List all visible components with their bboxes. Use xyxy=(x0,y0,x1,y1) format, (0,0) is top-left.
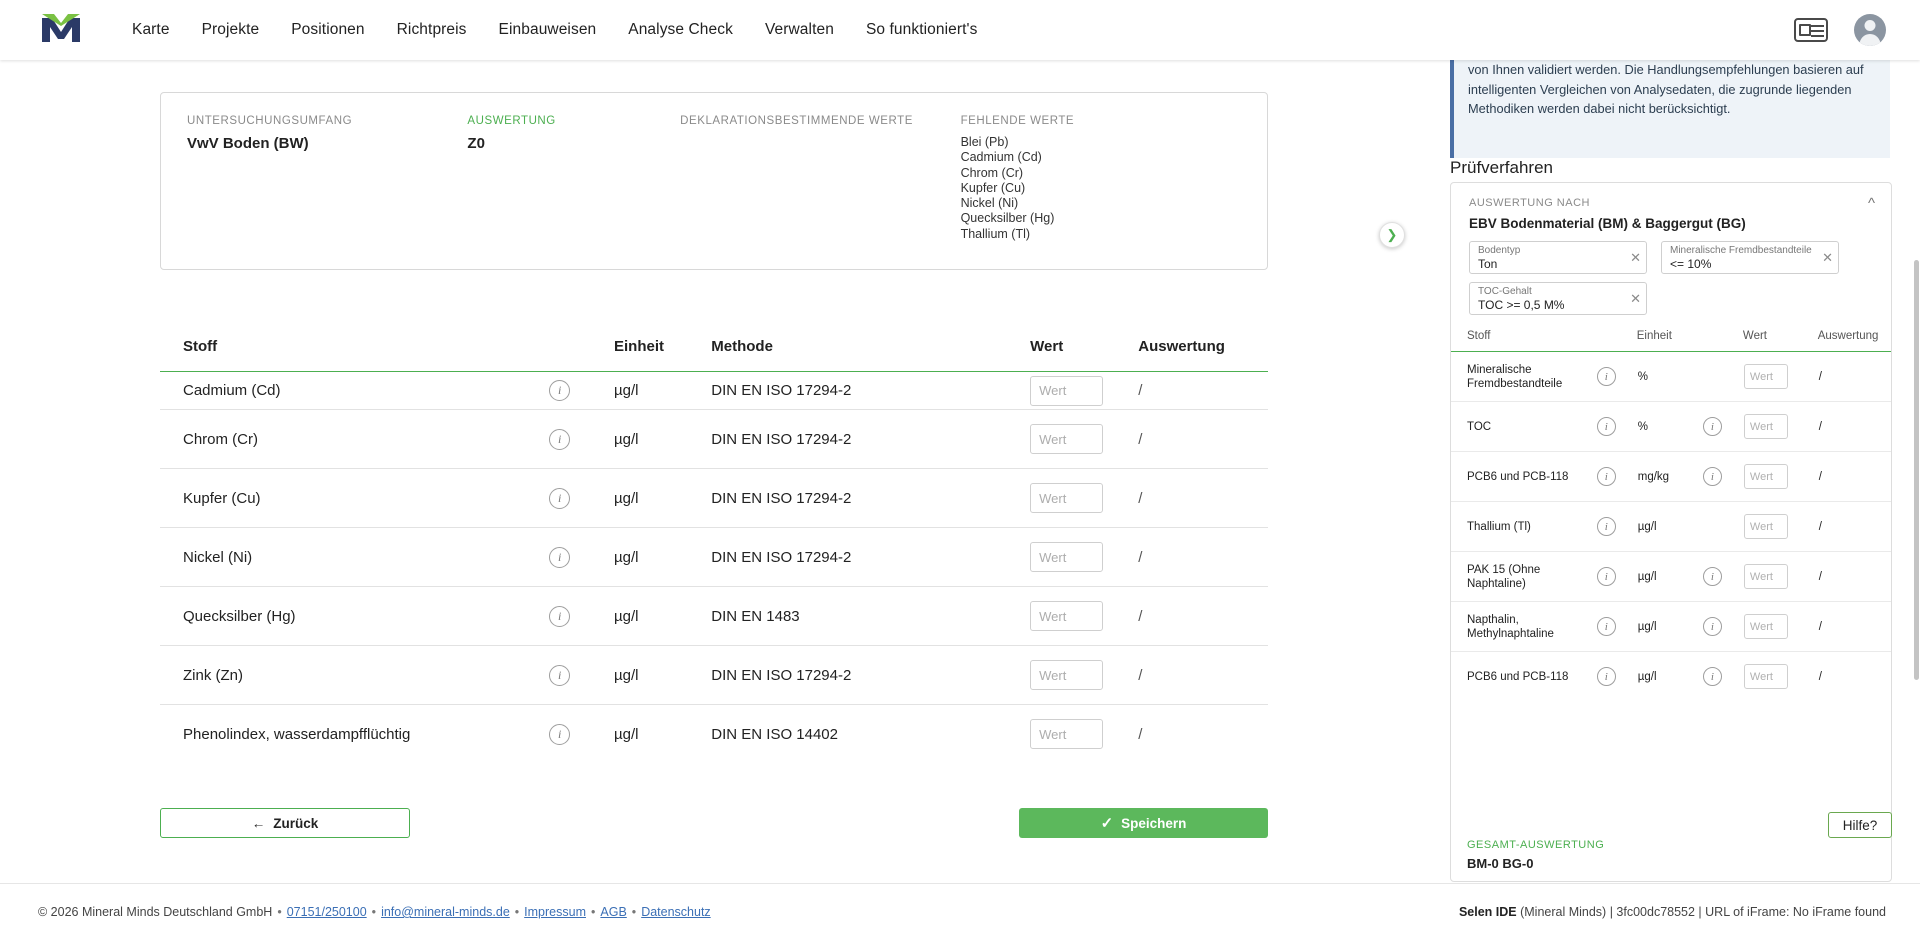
cell-stoff: Zink (Zn) xyxy=(183,666,243,684)
analysis-table-wrapper xyxy=(160,338,1268,764)
summary-col-untersuchungsumfang xyxy=(187,115,467,242)
nav-right-actions xyxy=(1794,14,1886,46)
footer-phone-link[interactable]: 07151/250100 xyxy=(286,905,367,919)
save-button[interactable] xyxy=(1019,808,1268,838)
filter-chips xyxy=(1451,231,1891,323)
cell-einheit: µg/l xyxy=(613,489,639,507)
cell-auswertung xyxy=(1138,410,1268,469)
cell-info xyxy=(1596,402,1637,452)
cell-auswertung: / xyxy=(1818,520,1822,533)
chevron-right-icon: ❯ xyxy=(1386,227,1398,242)
wert-input[interactable] xyxy=(1744,614,1788,639)
help-button[interactable]: Hilfe? xyxy=(1828,812,1892,838)
fehlender-wert: Thallium (Tl) xyxy=(960,226,1031,241)
cell-einheit: µg/l xyxy=(613,382,639,399)
cell-wert xyxy=(1030,528,1138,587)
info-icon[interactable]: i xyxy=(1597,517,1616,536)
table-header-row xyxy=(160,338,1268,372)
cell-wert xyxy=(1030,646,1138,705)
summary-value-auswertung: Z0 xyxy=(467,135,485,152)
col-header-info xyxy=(549,338,614,372)
cell-info-secondary xyxy=(1702,502,1743,552)
cell-info xyxy=(1596,552,1637,602)
cell-info xyxy=(1596,352,1637,402)
chip-label: TOC-Gehalt xyxy=(1478,286,1532,297)
info-icon[interactable]: i xyxy=(1597,467,1616,486)
main-content xyxy=(0,60,1420,883)
cell-auswertung: / xyxy=(1818,620,1822,633)
cell-wert xyxy=(1030,587,1138,646)
info-icon[interactable]: i xyxy=(1703,567,1722,586)
info-icon[interactable]: i xyxy=(549,488,570,509)
pruefverfahren-table xyxy=(1451,329,1891,702)
card-eyebrow: AUSWERTUNG NACH xyxy=(1469,197,1590,209)
table-row xyxy=(1451,552,1891,602)
cell-einheit: µg/l xyxy=(613,666,639,684)
cell-methode: DIN EN ISO 17294-2 xyxy=(711,489,852,507)
close-icon[interactable]: ✕ xyxy=(1630,291,1641,306)
summary-col-fehlende-werte xyxy=(961,115,1241,242)
fehlender-wert: Nickel (Ni) xyxy=(960,196,1019,211)
cell-stoff: Nickel (Ni) xyxy=(183,548,253,566)
info-icon[interactable]: i xyxy=(549,429,570,450)
nav-item-analyse-check[interactable]: Analyse Check xyxy=(628,21,733,38)
cell-wert xyxy=(1743,402,1818,452)
close-icon[interactable]: ✕ xyxy=(1822,250,1833,265)
cell-info xyxy=(549,469,614,528)
cell-wert xyxy=(1743,352,1818,402)
info-icon[interactable]: i xyxy=(1597,617,1616,636)
footer-datenschutz-link[interactable]: Datenschutz xyxy=(641,905,711,919)
cell-wert xyxy=(1743,552,1818,602)
cell-info-secondary xyxy=(1702,602,1743,652)
cell-info-secondary xyxy=(1702,652,1743,702)
cell-stoff: PAK 15 (Ohne Naphtaline) xyxy=(1467,563,1541,590)
summary-list-fehlende-werte xyxy=(961,135,1241,242)
wert-input[interactable] xyxy=(1030,542,1103,572)
fehlender-wert: Chrom (Cr) xyxy=(960,165,1024,180)
chip-bodentyp[interactable] xyxy=(1469,241,1647,274)
cell-info xyxy=(549,646,614,705)
cell-auswertung xyxy=(1138,587,1268,646)
cell-info xyxy=(549,528,614,587)
auswertung-value: / xyxy=(1138,548,1143,566)
card-header xyxy=(1451,183,1891,231)
cell-methode: DIN EN ISO 14402 xyxy=(711,725,838,743)
wert-input[interactable] xyxy=(1030,719,1103,749)
cell-info xyxy=(549,410,614,469)
cell-wert xyxy=(1743,602,1818,652)
auswertung-value: / xyxy=(1138,607,1143,625)
wert-input[interactable] xyxy=(1030,601,1103,631)
chip-label: Mineralische Fremdbestandteile xyxy=(1670,245,1812,256)
nav-item-karte[interactable]: Karte xyxy=(132,21,170,38)
cell-auswertung: / xyxy=(1818,370,1822,383)
summary-label-fehlende-werte: FEHLENDE WERTE xyxy=(960,115,1075,127)
table-row xyxy=(1451,502,1891,552)
top-navigation-bar xyxy=(0,0,1920,60)
wert-input[interactable] xyxy=(1030,424,1103,454)
chip-value: TOC >= 0,5 M% xyxy=(1478,298,1565,312)
footer-right xyxy=(1459,905,1886,919)
wert-input[interactable] xyxy=(1744,514,1788,539)
cell-stoff: Chrom (Cr) xyxy=(183,430,258,448)
cell-wert xyxy=(1030,469,1138,528)
id-card-icon[interactable] xyxy=(1794,18,1828,42)
fehlender-wert: Blei (Pb) xyxy=(960,135,1009,149)
cell-stoff: Phenolindex, wasserdampfflüchtig xyxy=(183,725,411,743)
wert-input[interactable] xyxy=(1030,483,1103,513)
chip-value: Ton xyxy=(1478,257,1498,271)
info-icon[interactable]: i xyxy=(1597,667,1616,686)
chip-value: <= 10% xyxy=(1670,257,1712,271)
table-row xyxy=(160,705,1268,764)
cell-methode: DIN EN ISO 17294-2 xyxy=(711,430,852,448)
summary-value-untersuchungsumfang: VwV Boden (BW) xyxy=(187,135,309,152)
nav-item-positionen[interactable]: Positionen xyxy=(291,21,365,38)
wert-input[interactable] xyxy=(1744,414,1788,439)
footer-copyright: © 2026 Mineral Minds Deutschland GmbH xyxy=(38,905,273,919)
table-row xyxy=(160,372,1268,410)
cell-einheit: µg/l xyxy=(613,548,639,566)
cell-info xyxy=(549,705,614,764)
nav-item-einbauweisen[interactable]: Einbauweisen xyxy=(498,21,597,38)
cell-stoff: Quecksilber (Hg) xyxy=(183,607,296,625)
mini-col-header-wert: Wert xyxy=(1742,330,1767,342)
info-icon[interactable]: i xyxy=(549,724,570,745)
cell-einheit: µg/l xyxy=(1637,670,1657,683)
cell-einheit: % xyxy=(1637,420,1648,433)
card-title: EBV Bodenmaterial (BM) & Baggergut (BG) xyxy=(1469,216,1746,231)
col-header-methode: Methode xyxy=(711,338,773,355)
summary-label-deklarationsbestimmende-werte: DEKLARATIONSBESTIMMENDE WERTE xyxy=(680,115,913,127)
auswertung-value: / xyxy=(1138,430,1143,448)
cell-stoff: TOC xyxy=(1467,420,1492,433)
info-icon[interactable]: i xyxy=(549,665,570,686)
summary-label-auswertung: AUSWERTUNG xyxy=(467,115,556,127)
info-icon[interactable]: i xyxy=(1703,617,1722,636)
back-button[interactable] xyxy=(160,808,410,838)
check-icon: ✓ xyxy=(1100,815,1114,832)
pruefverfahren-card xyxy=(1450,182,1892,882)
info-icon[interactable]: i xyxy=(1597,417,1616,436)
gesamt-auswertung-label: GESAMT-AUSWERTUNG xyxy=(1467,839,1605,851)
auswertung-value: / xyxy=(1138,489,1143,507)
user-avatar-icon[interactable] xyxy=(1854,14,1886,46)
cell-info-secondary xyxy=(1702,452,1743,502)
mineral-minds-logo[interactable] xyxy=(40,12,82,48)
cell-methode: DIN EN 1483 xyxy=(711,607,800,625)
cell-stoff: Thallium (Tl) xyxy=(1467,520,1531,533)
table-row xyxy=(160,587,1268,646)
cell-einheit: % xyxy=(1637,370,1648,383)
cell-auswertung xyxy=(1138,528,1268,587)
cell-auswertung xyxy=(1138,705,1268,764)
table-row xyxy=(1451,402,1891,452)
table-row xyxy=(1451,602,1891,652)
col-header-einheit: Einheit xyxy=(613,338,664,355)
cell-einheit: mg/kg xyxy=(1637,470,1670,483)
cell-einheit: µg/l xyxy=(1637,520,1657,533)
cell-einheit: µg/l xyxy=(613,607,639,625)
footer-email-link[interactable]: info@mineral-minds.de xyxy=(381,905,510,919)
summary-col-deklarationsbestimmende-werte xyxy=(680,115,960,242)
cell-einheit: µg/l xyxy=(613,430,639,448)
cell-methode: DIN EN ISO 17294-2 xyxy=(711,382,852,399)
info-icon[interactable]: i xyxy=(1703,417,1722,436)
cell-info xyxy=(1596,452,1637,502)
cell-wert xyxy=(1030,705,1138,764)
cell-einheit: µg/l xyxy=(1637,570,1657,583)
cell-info xyxy=(1596,502,1637,552)
summary-label-untersuchungsumfang: UNTERSUCHUNGSUMFANG xyxy=(187,115,353,127)
arrow-left-icon: ← xyxy=(251,815,266,831)
cell-info xyxy=(549,372,614,410)
cell-info xyxy=(1596,602,1637,652)
mini-col-header-auswertung: Auswertung xyxy=(1817,330,1879,342)
footer-app-name: Selen IDE xyxy=(1458,905,1517,919)
right-panel xyxy=(1420,60,1920,883)
fehlender-wert: Quecksilber (Hg) xyxy=(960,211,1055,226)
cell-wert xyxy=(1743,502,1818,552)
fehlender-wert: Kupfer (Cu) xyxy=(960,180,1026,195)
nav-items xyxy=(132,21,977,39)
footer-left: © 2026 Mineral Minds Deutschland GmbH • 07151/250100 • info@mineral-minds.de • Impressum • AGB • Datenschutz xyxy=(38,905,711,919)
table-row xyxy=(160,646,1268,705)
close-icon[interactable]: ✕ xyxy=(1630,250,1641,265)
info-note: von Ihnen validiert werden. Die Handlungsempfehlungen basieren auf intelligenten Vergleichen von Analysedaten, die zugrunde liegenden Methodiken werden dabei nicht berücksichtigt. xyxy=(1450,60,1890,158)
auswertung-value: / xyxy=(1138,382,1143,399)
wert-input[interactable] xyxy=(1744,564,1788,589)
cell-info-secondary xyxy=(1702,402,1743,452)
table-row xyxy=(160,410,1268,469)
summary-card xyxy=(160,92,1268,270)
wert-input[interactable] xyxy=(1744,364,1788,389)
fehlender-wert: Cadmium (Cd) xyxy=(960,150,1042,165)
chip-mineralische-fremdbestandteile[interactable] xyxy=(1661,241,1839,274)
mini-col-header-info2 xyxy=(1702,329,1743,352)
info-icon[interactable]: i xyxy=(549,380,570,401)
cell-auswertung: / xyxy=(1818,570,1822,583)
info-icon[interactable]: i xyxy=(1597,567,1616,586)
mini-table-header-row xyxy=(1451,329,1891,352)
col-header-stoff: Stoff xyxy=(183,338,218,355)
cell-stoff: PCB6 und PCB-118 xyxy=(1467,470,1569,483)
cell-auswertung: / xyxy=(1818,670,1822,683)
wert-input[interactable] xyxy=(1030,660,1103,690)
cell-auswertung: / xyxy=(1818,420,1822,433)
wert-input[interactable] xyxy=(1744,464,1788,489)
panel-scrollbar[interactable] xyxy=(1914,260,1919,680)
cell-info xyxy=(549,587,614,646)
wert-input[interactable] xyxy=(1744,664,1788,689)
cell-stoff: Mineralische Fremdbestandteile xyxy=(1467,363,1563,390)
info-icon[interactable]: i xyxy=(549,606,570,627)
footer-agb-link[interactable]: AGB xyxy=(600,905,627,919)
cell-methode: DIN EN ISO 17294-2 xyxy=(711,548,852,566)
cell-einheit: µg/l xyxy=(1637,620,1657,633)
cell-methode: DIN EN ISO 17294-2 xyxy=(711,666,852,684)
cell-info-secondary xyxy=(1702,552,1743,602)
cell-stoff: Cadmium (Cd) xyxy=(183,382,281,399)
col-header-wert: Wert xyxy=(1030,338,1064,355)
footer-impressum-link[interactable]: Impressum xyxy=(524,905,586,919)
footer xyxy=(0,883,1920,943)
cell-stoff: PCB6 und PCB-118 xyxy=(1467,670,1569,683)
panel-title: Prüfverfahren xyxy=(1450,158,1553,177)
info-icon[interactable]: i xyxy=(1703,667,1722,686)
cell-auswertung xyxy=(1138,372,1268,410)
save-button-label: Speichern xyxy=(1121,815,1187,831)
table-row xyxy=(1451,352,1891,402)
panel-expand-button[interactable] xyxy=(1379,222,1405,248)
mini-col-header-info xyxy=(1596,329,1637,352)
table-row xyxy=(1451,452,1891,502)
cell-wert xyxy=(1743,452,1818,502)
back-button-label: Zurück xyxy=(273,815,319,831)
cell-wert xyxy=(1030,410,1138,469)
cell-info-secondary xyxy=(1702,352,1743,402)
table-row xyxy=(160,469,1268,528)
summary-col-auswertung xyxy=(467,115,680,242)
cell-auswertung: / xyxy=(1818,470,1822,483)
nav-item-verwalten[interactable]: Verwalten xyxy=(764,21,834,38)
nav-item-projekte[interactable]: Projekte xyxy=(201,21,260,38)
info-icon[interactable]: i xyxy=(1597,367,1616,386)
cell-info xyxy=(1596,652,1637,702)
mini-col-header-stoff: Stoff xyxy=(1467,330,1491,342)
nav-item-so-funktionierts[interactable]: So funktioniert's xyxy=(865,21,978,38)
analysis-table xyxy=(160,338,1268,764)
chevron-up-icon[interactable]: ^ xyxy=(1867,195,1875,212)
gesamt-auswertung-value: BM-0 BG-0 xyxy=(1467,856,1534,871)
cell-stoff: Napthalin, Methylnaphtaline xyxy=(1467,613,1554,640)
nav-item-richtpreis[interactable]: Richtpreis xyxy=(396,21,467,38)
auswertung-value: / xyxy=(1138,725,1143,743)
table-row xyxy=(160,528,1268,587)
cell-wert xyxy=(1030,372,1138,410)
chip-toc-gehalt[interactable] xyxy=(1469,282,1647,315)
cell-einheit: µg/l xyxy=(613,725,639,743)
info-icon[interactable]: i xyxy=(1703,467,1722,486)
table-row xyxy=(1451,652,1891,702)
chip-label: Bodentyp xyxy=(1478,245,1521,256)
footer-build-info: (Mineral Minds) | 3fc00dc78552 | URL of iFrame: No iFrame found xyxy=(1520,905,1886,919)
mini-col-header-einheit: Einheit xyxy=(1636,330,1672,342)
cell-stoff: Kupfer (Cu) xyxy=(183,489,261,507)
cell-auswertung xyxy=(1138,646,1268,705)
col-header-auswertung: Auswertung xyxy=(1138,338,1225,355)
wert-input[interactable] xyxy=(1030,376,1103,406)
cell-wert xyxy=(1743,652,1818,702)
auswertung-value: / xyxy=(1138,666,1143,684)
cell-auswertung xyxy=(1138,469,1268,528)
info-icon[interactable]: i xyxy=(549,547,570,568)
